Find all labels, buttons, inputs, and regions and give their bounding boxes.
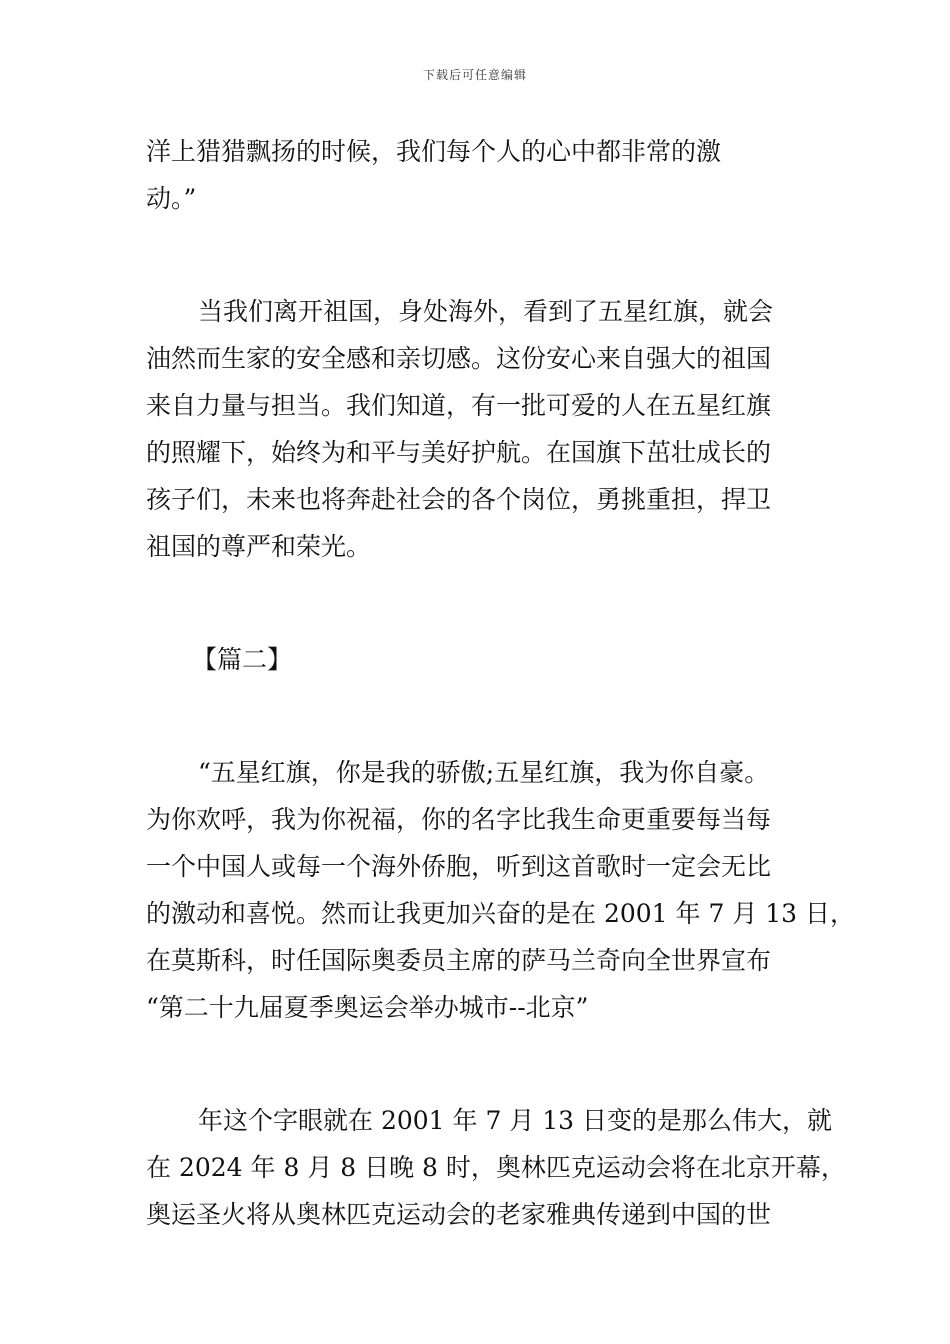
text-line: 在莫斯科，时任国际奥委员主席的萨马兰奇向全世界宣布	[146, 946, 772, 975]
text-line: 动。”	[146, 184, 197, 213]
text-line: 奥运圣火将从奥林匹克运动会的老家雅典传递到中国的世	[146, 1200, 772, 1229]
text-line: 在 2024 年 8 月 8 日晚 8 时，奥林匹克运动会将在北京开幕，	[146, 1153, 846, 1182]
text-line: 的照耀下，始终为和平与美好护航。在国旗下茁壮成长的	[146, 438, 772, 467]
page-header: 下载后可任意编辑	[422, 68, 527, 82]
text-line: “第二十九届夏季奥运会举办城市--北京”	[146, 993, 589, 1022]
document-body	[146, 128, 856, 1238]
paragraph-3	[146, 749, 856, 1031]
text-line: 为你欢呼，我为你祝福，你的名字比我生命更重要每当每	[146, 805, 772, 834]
text-line: 的激动和喜悦。然而让我更加兴奋的是在 2001 年 7 月 13 日，	[146, 899, 856, 928]
text-line: 孩子们，未来也将奔赴社会的各个岗位，勇挑重担，捍卫	[146, 485, 772, 514]
text-line: 油然而生家的安全感和亲切感。这份安心来自强大的祖国	[146, 344, 772, 373]
text-line: 年这个字眼就在 2001 年 7 月 13 日变的是那么伟大，就	[198, 1106, 833, 1135]
paragraph-4	[146, 1097, 846, 1238]
text-line: 来自力量与担当。我们知道，有一批可爱的人在五星红旗	[146, 391, 772, 420]
text-line: 洋上猎猎飘扬的时候，我们每个人的心中都非常的激	[146, 137, 722, 166]
section-title: 【篇二】	[192, 645, 293, 674]
text-line: 一个中国人或每一个海外侨胞，听到这首歌时一定会无比	[146, 852, 772, 881]
text-line: “五星红旗，你是我的骄傲;五星红旗，我为你自豪。	[198, 758, 770, 787]
text-line: 当我们离开祖国，身处海外，看到了五星红旗，就会	[198, 297, 774, 326]
paragraph-2	[146, 288, 816, 570]
text-line: 祖国的尊严和荣光。	[146, 532, 372, 561]
paragraph-1	[146, 128, 816, 222]
